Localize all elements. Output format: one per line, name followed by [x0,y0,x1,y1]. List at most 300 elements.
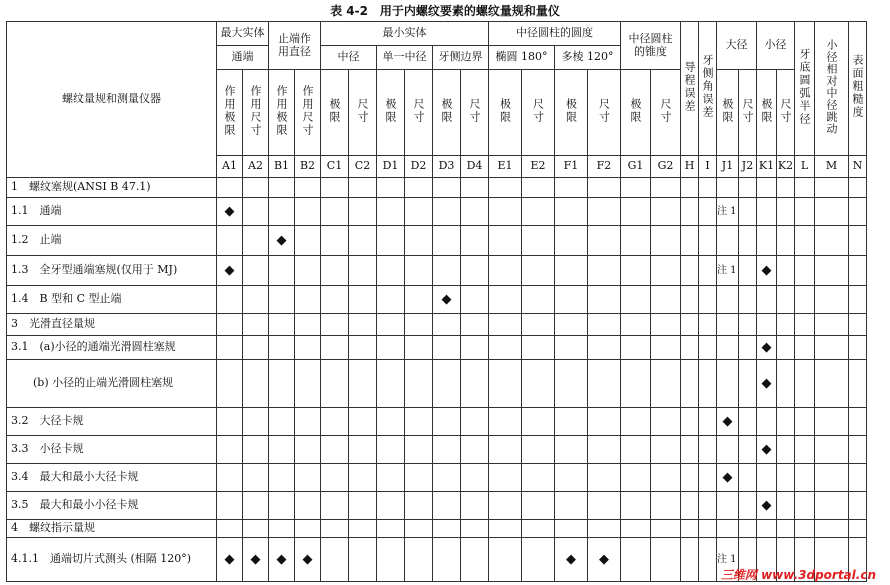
cell-a2 [243,286,269,314]
header-flank: 牙侧边界 [433,46,489,70]
cell-m [815,520,849,538]
cell-d1 [377,226,405,256]
diamond-marker-icon: ◆ [761,262,772,278]
cell-e1 [489,198,522,226]
cell-d2 [405,408,433,436]
cell-c2 [349,198,377,226]
cell-k2 [777,226,795,256]
cell-d3 [433,360,461,408]
cell-a2 [243,538,269,582]
sub-d3 [433,70,461,156]
cell-m [815,360,849,408]
cell-g2 [651,520,681,538]
cell-f2 [588,464,621,492]
cell-j1 [717,336,739,360]
cell-b1 [269,464,295,492]
code-g1: G1 [621,156,651,178]
cell-e1 [489,538,522,582]
cell-k2 [777,286,795,314]
cell-d1 [377,464,405,492]
cell-l [795,198,815,226]
cell-a2 [243,360,269,408]
sub-g2 [651,70,681,156]
cell-f1 [555,464,588,492]
diamond-marker-icon: ◆ [276,232,287,248]
note-label: 注 1 [717,265,737,277]
code-k1: K1 [757,156,777,178]
table-row [7,464,867,492]
cell-a1 [217,360,243,408]
sub-k1 [757,70,777,156]
cell-c2 [349,408,377,436]
cell-h [681,436,699,464]
header-runout [815,22,849,156]
cell-k1 [757,436,777,464]
table-row [7,226,867,256]
cell-d4 [461,492,489,520]
header-roundness: 中径圆柱的圆度 [489,22,621,46]
table-row [7,314,867,336]
cell-n [849,464,867,492]
cell-e2 [522,226,555,256]
cell-a1 [217,178,243,198]
table-row [7,520,867,538]
header-major: 大径 [717,22,757,70]
cell-c1 [321,360,349,408]
table-body [7,178,867,582]
cell-a1 [217,436,243,464]
code-c2: C2 [349,156,377,178]
cell-j1 [717,178,739,198]
cell-l [795,336,815,360]
code-k2: K2 [777,156,795,178]
sub-c1 [321,70,349,156]
cell-a1 [217,256,243,286]
cell-g2 [651,408,681,436]
header-roughness-text: 表面粗糙度 [851,54,864,120]
cell-f2 [588,256,621,286]
table-row [7,408,867,436]
cell-c1 [321,436,349,464]
cell-a1 [217,198,243,226]
cell-c1 [321,464,349,492]
code-b1: B1 [269,156,295,178]
cell-b1 [269,314,295,336]
cell-l [795,464,815,492]
header-root-radius [795,22,815,156]
sub-b1-text: 作用极限 [275,84,288,137]
cell-d4 [461,408,489,436]
cell-i [699,520,717,538]
cell-m [815,464,849,492]
header-flank-angle-text: 牙侧角误差 [701,54,714,120]
cell-b1 [269,256,295,286]
cell-b1 [269,226,295,256]
diamond-marker-icon: ◆ [250,551,261,567]
code-c1: C1 [321,156,349,178]
header-stop-diameter-line1: 止端作 [278,31,311,45]
header-taper-line2: 的锥度 [634,44,667,58]
header-stop-diameter-line2: 用直径 [278,44,311,58]
cell-k2 [777,256,795,286]
cell-i [699,314,717,336]
sub-g2-text: 尺寸 [659,97,672,124]
table-row [7,198,867,226]
cell-g2 [651,492,681,520]
row-label: 1 螺纹塞规(ANSI B 47.1) [7,178,217,198]
cell-i [699,256,717,286]
cell-e2 [522,436,555,464]
diamond-marker-icon: ◆ [302,551,313,567]
cell-b2 [295,464,321,492]
cell-d3 [433,408,461,436]
cell-e2 [522,360,555,408]
code-g2: G2 [651,156,681,178]
cell-k2 [777,178,795,198]
note-label: 注 1 [717,206,737,218]
cell-c1 [321,226,349,256]
cell-n [849,336,867,360]
cell-d1 [377,286,405,314]
cell-d1 [377,314,405,336]
cell-f2 [588,336,621,360]
cell-f2 [588,492,621,520]
diamond-marker-icon: ◆ [441,291,452,307]
cell-g2 [651,314,681,336]
cell-f1 [555,408,588,436]
header-lead-text: 导程误差 [683,60,696,113]
cell-e2 [522,538,555,582]
cell-j1 [717,314,739,336]
cell-d1 [377,336,405,360]
code-h: H [681,156,699,178]
cell-d3 [433,226,461,256]
watermark: 三维网 www.3dportal.cn [720,568,876,582]
cell-j2 [739,492,757,520]
cell-g2 [651,286,681,314]
cell-f2 [588,198,621,226]
row-label: 3.3 小径卡规 [7,436,217,464]
cell-c1 [321,198,349,226]
cell-a2 [243,178,269,198]
cell-i [699,464,717,492]
cell-b2 [295,520,321,538]
cell-i [699,492,717,520]
sub-d1 [377,70,405,156]
sub-b2 [295,70,321,156]
cell-j2 [739,408,757,436]
header-ellipse: 椭圆 180° [489,46,555,70]
cell-c2 [349,520,377,538]
cell-f1 [555,178,588,198]
sub-d2 [405,70,433,156]
cell-d2 [405,436,433,464]
cell-b1 [269,198,295,226]
cell-d2 [405,538,433,582]
header-taper-line1: 中径圆柱 [628,31,673,45]
header-minor: 小径 [757,22,795,70]
cell-h [681,226,699,256]
cell-d4 [461,360,489,408]
cell-h [681,198,699,226]
cell-b2 [295,408,321,436]
cell-c2 [349,360,377,408]
sub-g1-text: 极限 [629,97,642,124]
cell-a1 [217,492,243,520]
cell-l [795,520,815,538]
sub-j2 [739,70,757,156]
cell-c2 [349,256,377,286]
header-lobe: 多棱 120° [555,46,621,70]
code-i: I [699,156,717,178]
cell-d2 [405,336,433,360]
cell-d3 [433,538,461,582]
cell-f1 [555,360,588,408]
cell-j1 [717,492,739,520]
cell-d1 [377,520,405,538]
cell-d3 [433,520,461,538]
cell-k2 [777,464,795,492]
cell-b2 [295,256,321,286]
cell-e2 [522,520,555,538]
header-root-radius-text: 牙底圆弧半径 [798,47,811,126]
cell-f2 [588,226,621,256]
cell-k2 [777,360,795,408]
cell-c2 [349,436,377,464]
cell-e1 [489,360,522,408]
cell-g2 [651,336,681,360]
cell-b1 [269,360,295,408]
cell-c1 [321,520,349,538]
cell-m [815,492,849,520]
cell-d4 [461,198,489,226]
cell-a2 [243,226,269,256]
cell-b2 [295,178,321,198]
row-label: 4.1.1 通端切片式测头 (相隔 120°) [7,538,217,582]
cell-m [815,256,849,286]
cell-j1 [717,198,739,226]
cell-j2 [739,314,757,336]
cell-f1 [555,256,588,286]
sub-f1 [555,70,588,156]
cell-h [681,256,699,286]
cell-n [849,314,867,336]
sub-b1 [269,70,295,156]
cell-e2 [522,314,555,336]
cell-d3 [433,464,461,492]
cell-h [681,178,699,198]
cell-h [681,520,699,538]
cell-a1 [217,286,243,314]
cell-d3 [433,336,461,360]
table-row [7,256,867,286]
cell-j2 [739,520,757,538]
cell-g1 [621,360,651,408]
cell-d3 [433,492,461,520]
cell-e2 [522,256,555,286]
cell-j1 [717,256,739,286]
row-label: 3.1 (a)小径的通端光滑圆柱塞规 [7,336,217,360]
cell-h [681,464,699,492]
cell-e2 [522,198,555,226]
cell-n [849,178,867,198]
sub-j1-text: 极限 [721,97,734,124]
cell-j1 [717,408,739,436]
cell-d1 [377,198,405,226]
cell-f1 [555,314,588,336]
cell-k1 [757,314,777,336]
cell-m [815,178,849,198]
cell-j2 [739,336,757,360]
cell-d2 [405,226,433,256]
header-single-pitch: 单一中径 [377,46,433,70]
cell-h [681,360,699,408]
sub-e1 [489,70,522,156]
diamond-marker-icon: ◆ [224,262,235,278]
cell-b1 [269,408,295,436]
cell-e1 [489,336,522,360]
cell-k2 [777,492,795,520]
cell-g1 [621,538,651,582]
cell-a1 [217,336,243,360]
cell-k1 [757,408,777,436]
cell-b2 [295,436,321,464]
cell-k1 [757,286,777,314]
cell-d1 [377,538,405,582]
sub-e1-text: 极限 [498,97,512,124]
cell-b1 [269,436,295,464]
cell-n [849,436,867,464]
cell-a2 [243,314,269,336]
cell-d2 [405,286,433,314]
cell-b1 [269,538,295,582]
header-min-material: 最小实体 [321,22,489,46]
cell-h [681,314,699,336]
cell-g1 [621,492,651,520]
cell-a1 [217,520,243,538]
cell-a2 [243,256,269,286]
cell-c2 [349,464,377,492]
cell-h [681,336,699,360]
sub-d1-text: 极限 [384,97,397,124]
cell-h [681,538,699,582]
sub-e2 [522,70,555,156]
sub-g1 [621,70,651,156]
diamond-marker-icon: ◆ [761,375,772,391]
row-label: (b) 小径的止端光滑圆柱塞规 [7,360,217,408]
cell-j1 [717,286,739,314]
cell-l [795,178,815,198]
code-l: L [795,156,815,178]
cell-m [815,436,849,464]
cell-l [795,226,815,256]
cell-d4 [461,336,489,360]
cell-b2 [295,314,321,336]
cell-a1 [217,538,243,582]
cell-l [795,492,815,520]
cell-d2 [405,178,433,198]
cell-a2 [243,408,269,436]
cell-f1 [555,226,588,256]
cell-b1 [269,492,295,520]
cell-g2 [651,226,681,256]
cell-a1 [217,408,243,436]
code-f1: F1 [555,156,588,178]
cell-g1 [621,286,651,314]
diamond-marker-icon: ◆ [761,339,772,355]
cell-d3 [433,178,461,198]
cell-i [699,436,717,464]
row-label: 1.1 通端 [7,198,217,226]
header-roughness [849,22,867,156]
cell-c1 [321,492,349,520]
cell-e1 [489,520,522,538]
cell-k2 [777,314,795,336]
sub-b2-text: 作用尺寸 [301,84,314,137]
row-label: 1.4 B 型和 C 型止端 [7,286,217,314]
cell-g2 [651,436,681,464]
cell-g1 [621,464,651,492]
cell-k2 [777,198,795,226]
table-row [7,286,867,314]
cell-j1 [717,464,739,492]
cell-k1 [757,520,777,538]
cell-c2 [349,492,377,520]
cell-f2 [588,408,621,436]
cell-e2 [522,178,555,198]
cell-g2 [651,538,681,582]
cell-f2 [588,538,621,582]
cell-l [795,256,815,286]
cell-d2 [405,520,433,538]
cell-e1 [489,436,522,464]
cell-d2 [405,360,433,408]
sub-k1-text: 极限 [760,97,773,124]
cell-c1 [321,336,349,360]
cell-g1 [621,436,651,464]
cell-k1 [757,226,777,256]
cell-k1 [757,198,777,226]
cell-i [699,198,717,226]
diamond-marker-icon: ◆ [761,441,772,457]
cell-n [849,226,867,256]
cell-f1 [555,286,588,314]
cell-g1 [621,226,651,256]
cell-a2 [243,464,269,492]
cell-d1 [377,178,405,198]
cell-a2 [243,520,269,538]
header-max-material: 最大实体 [217,22,269,46]
cell-i [699,178,717,198]
cell-b1 [269,520,295,538]
table-row [7,492,867,520]
cell-d1 [377,492,405,520]
cell-j1 [717,520,739,538]
sub-c2-text: 尺寸 [356,97,369,124]
table-row [7,436,867,464]
cell-f1 [555,492,588,520]
cell-f1 [555,436,588,464]
header-instrument-label: 螺纹量规和测量仪器 [7,22,217,178]
sub-a2 [243,70,269,156]
cell-k1 [757,360,777,408]
cell-i [699,336,717,360]
cell-d4 [461,538,489,582]
cell-g1 [621,520,651,538]
header-stop-diameter [269,22,321,70]
cell-d4 [461,314,489,336]
cell-a2 [243,336,269,360]
